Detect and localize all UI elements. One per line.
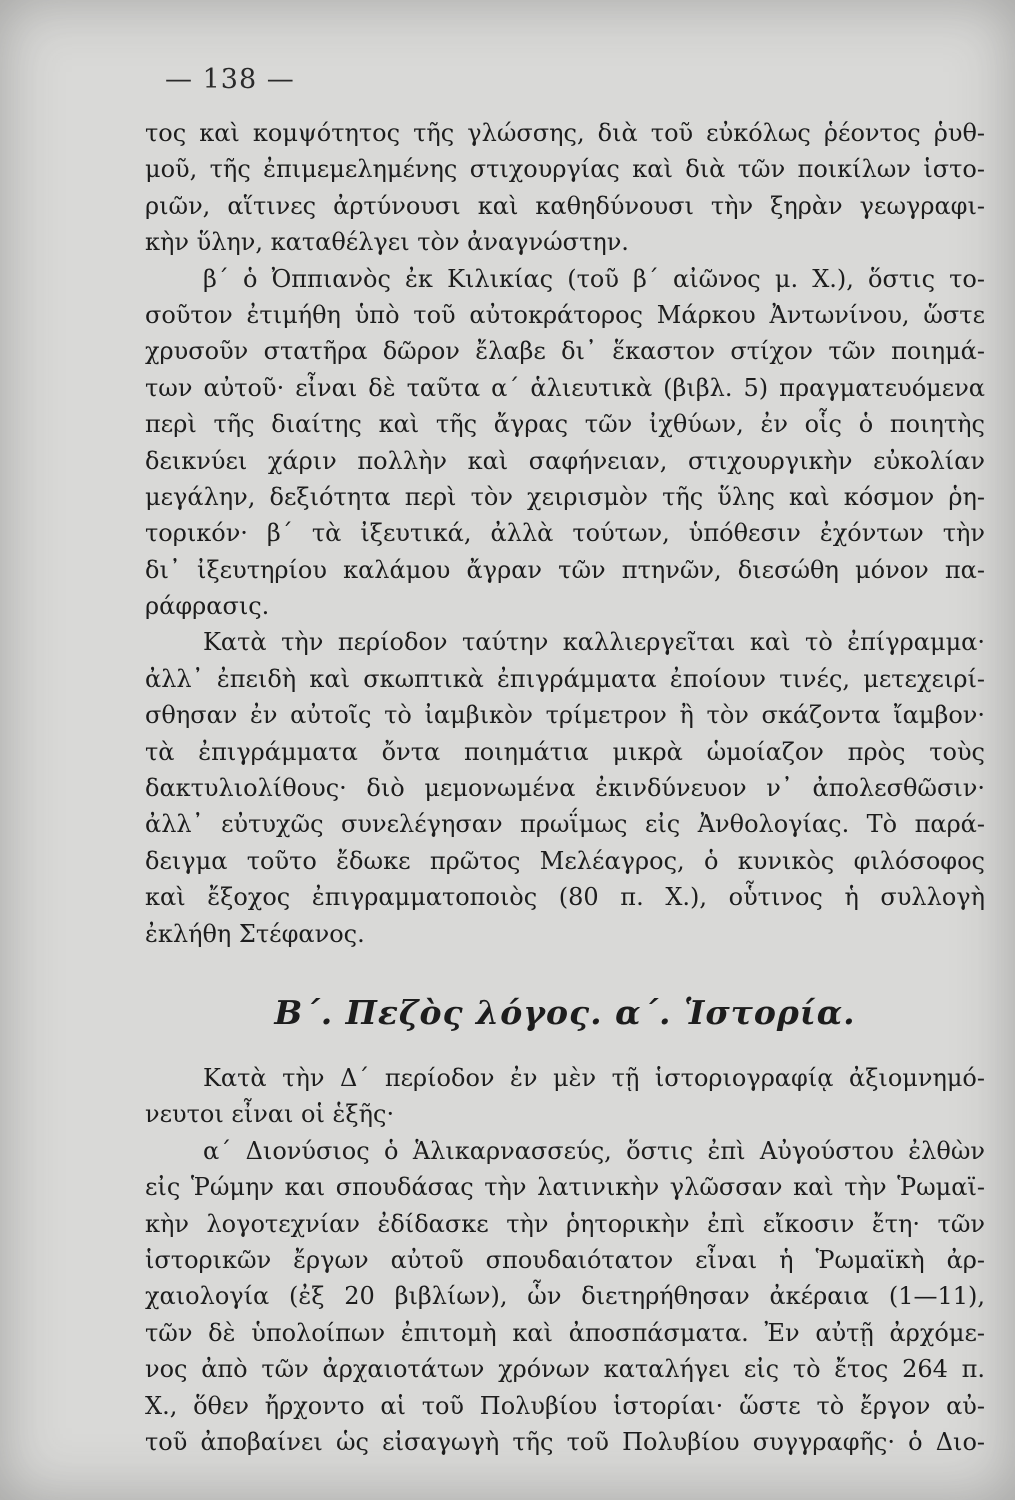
text-line: Κατὰ τὴν περίοδον ταύτην καλλιεργεῖται καὶ τὸ ἐπίγραμμα· [203,628,985,657]
text-line: των αὐτοῦ· εἶναι δὲ ταῦτα α΄ ἁλιευτικὰ (βιβλ. 5) πραγματευόμενα [145,373,985,402]
text-line: νος ἀπὸ τῶν ἀρχαιοτάτων χρόνων καταλήγει εἰς τὸ ἔτος 264 π. [145,1355,985,1384]
text-line: τορικόν· β΄ τὰ ἰξευτικά, ἀλλὰ τούτων, ὑπόθεσιν ἐχόντων τὴν [145,519,985,548]
text-line: δακτυλιολίθους· διὸ μεμονωμένα ἐκινδύνευον ν᾿ ἀπολεσθῶσιν· [145,774,985,803]
text-line: τος καὶ κομψότητος τῆς γλώσσης, διὰ τοῦ εὐκόλως ῥέοντος ῥυθ- [145,119,985,147]
text-line: μοῦ, τῆς ἐπιμεμελημένης στιχουργίας καὶ διὰ τῶν ποικίλων ἱστο- [145,155,985,184]
text-line: σθησαν ἐν αὐτοῖς τὸ ἰαμβικὸν τρίμετρον ἢ τὸν σκάζοντα ἴαμβον· [145,701,985,730]
text-line: εἰς Ῥώμην και σπουδάσας τὴν λατινικὴν γλῶσσαν καὶ τὴν Ῥωμαϊ- [145,1173,985,1202]
paragraph-epigram [145,624,985,952]
text-line: β΄ ὁ Ὀππιανὸς ἐκ Κιλικίας (τοῦ β΄ αἰῶνος μ. Χ.), ὅστις το- [203,264,985,293]
text-line: ράφρασις. [145,592,270,621]
text-line: ἀλλ᾿ ἐπειδὴ καὶ σκωπτικὰ ἐπιγράμματα ἐποίουν τινές, μετεχειρί- [145,664,985,693]
text-line: χαιολογία (ἐξ 20 βιβλίων), ὧν διετηρήθησαν ἀκέραια (1—11), [145,1282,985,1311]
paragraph-historiography [145,1060,985,1133]
text-line: δι᾿ ἰξευτηρίου καλάμου ἄγραν τῶν πτηνῶν, διεσώθη μόνον πα- [145,555,985,584]
text-line: δειγμα τοῦτο ἔδωκε πρῶτος Μελέαγρος, ὁ κυνικὸς φιλόσοφος [145,846,985,875]
text-line: ἀλλ᾿ εὐτυχῶς συνελέγησαν πρωΐμως εἰς Ἀνθολογίας. Τὸ παρά- [145,810,985,839]
text-line: τὰ ἐπιγράμματα ὄντα ποιημάτια μικρὰ ὡμοίαζον πρὸς τοὺς [145,737,985,766]
text-line: νευτοι εἶναι οἱ ἑξῆς· [145,1100,395,1129]
text-line: ἱστορικῶν ἔργων αὐτοῦ σπουδαιότατον εἶναι ἡ Ῥωμαϊκὴ ἀρ- [145,1245,985,1274]
text-line: περὶ τῆς διαίτης καὶ τῆς ἄγρας τῶν ἰχθύων, ἐν οἷς ὁ ποιητὴς [145,410,985,439]
text-line: μεγάλην, δεξιότητα περὶ τὸν χειρισμὸν τῆς ὕλης καὶ κόσμον ῥη- [145,482,985,511]
text-line: δεικνύει χάριν πολλὴν καὶ σαφήνειαν, στιχουργικὴν εὐκολίαν [145,446,985,475]
text-line: ριῶν, αἵτινες ἀρτύνουσι καὶ καθηδύνουσι τὴν ξηρὰν γεωγραφι- [145,191,985,220]
text-line: Κατὰ τὴν Δ΄ περίοδον ἐν μὲν τῇ ἱστοριογραφίᾳ ἀξιομνημό- [203,1063,985,1092]
text-line: τῶν δὲ ὑπολοίπων ἐπιτομὴ καὶ ἀποσπάσματα. Ἐν αὐτῇ ἀρχόμε- [145,1318,985,1347]
text-line: τοῦ ἀποβαίνει ὡς εἰσαγωγὴ τῆς τοῦ Πολυβίου συγγραφῆς· ὁ Διο- [145,1427,985,1456]
text-line: κὴν ὕλην, καταθέλγει τὸν ἀναγνώστην. [145,228,629,257]
section-heading: Β΄. Πεζὸς λόγος. α΄. Ἱστορία. [274,992,856,1032]
text-line: α΄ Διονύσιος ὁ Ἁλικαρνασσεύς, ὅστις ἐπὶ Αὐγούστου ἐλθὼν [203,1136,985,1165]
text-line: ἐκλήθη Στέφανος. [145,919,365,948]
text-line: καὶ ἔξοχος ἐπιγραμματοποιὸς (80 π. Χ.), οὗτινος ἡ συλλογὴ [145,883,985,912]
text-line: χρυσοῦν στατῆρα δῶρον ἔλαβε δι᾿ ἕκαστον στίχον τῶν ποιημά- [145,337,985,366]
page-body [145,115,985,1460]
paragraph-oppianus [145,261,985,625]
paragraph-geography-close [145,115,985,261]
text-line: σοῦτον ἐτιμήθη ὑπὸ τοῦ αὐτοκράτορος Μάρκου Ἀντωνίνου, ὥστε [145,300,985,329]
text-line: κὴν λογοτεχνίαν ἐδίδασκε τὴν ῥητορικὴν ἐπὶ εἴκοσιν ἔτη· τῶν [145,1209,985,1238]
text-line: Χ., ὅθεν ἤρχοντο αἱ τοῦ Πολυβίου ἱστορίαι· ὥστε τὸ ἔργον αὐ- [145,1391,985,1420]
page-number: — 138 — [165,64,295,95]
paragraph-dionysius [145,1133,985,1461]
